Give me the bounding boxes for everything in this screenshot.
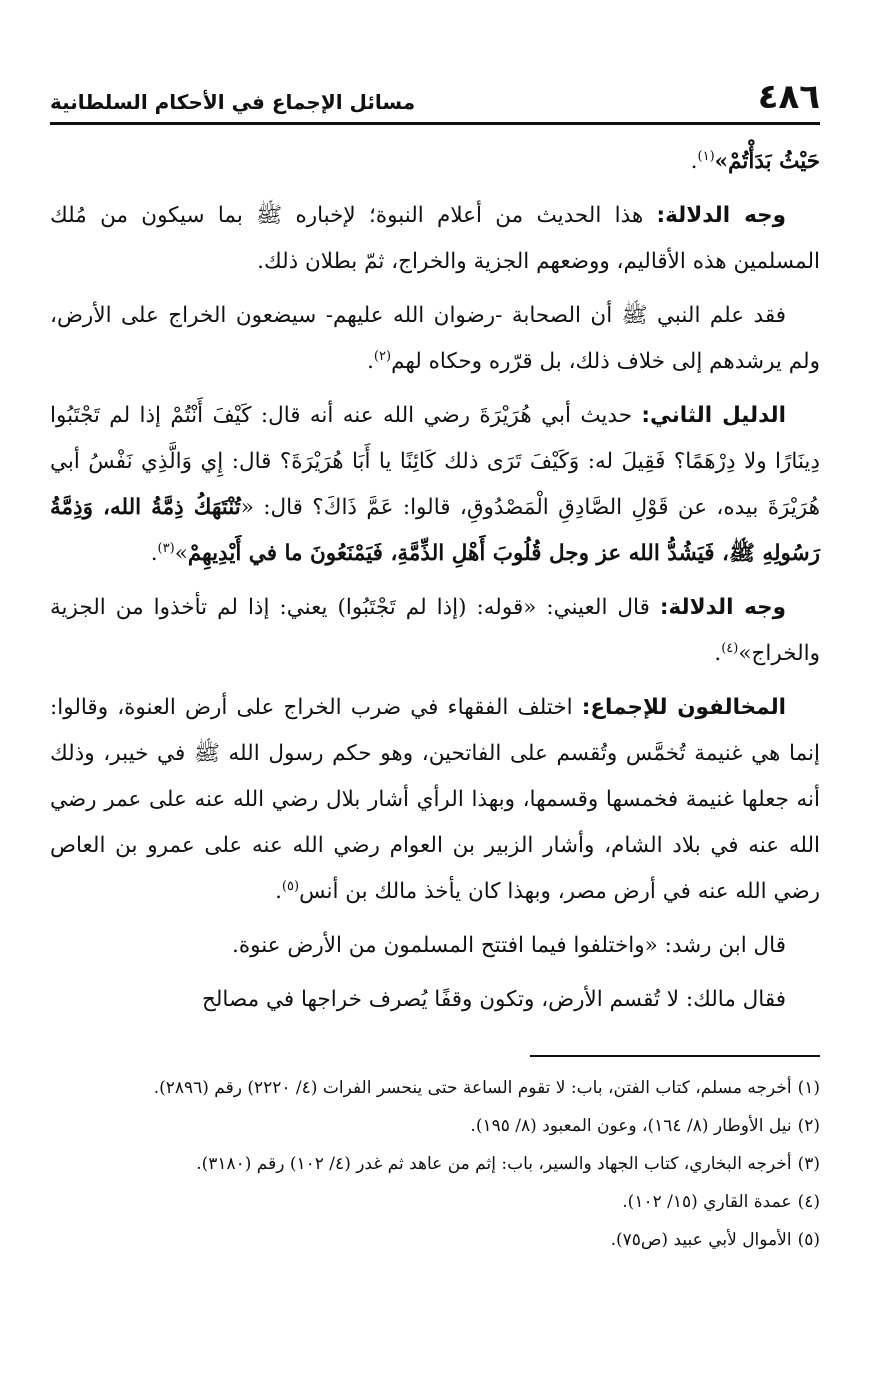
section-label: الدليل الثاني: bbox=[641, 403, 786, 428]
paragraph-text: هذا الحديث من أعلام النبوة؛ لإخباره ﷺ بما سيكون من مُلك المسلمين هذه الأقاليم، ووضعهم الجزية والخراج، ثمّ بطلان ذلك. bbox=[50, 203, 820, 274]
footnote-number: (٥) bbox=[797, 1230, 820, 1250]
footnote-item bbox=[50, 1223, 820, 1257]
hadith-bold-quote: تُنْتَهَكُ ذِمَّةُ الله، وَذِمَّةُ رَسُولِهِ ﷺ، فَيَشُدُّ الله عز وجل قُلُوبَ أَهْلِ الذِّمَّةِ، فَيَمْنَعُونَ ما في أَيْدِيهِمْ bbox=[50, 495, 820, 566]
paragraph-ibn-rushd bbox=[50, 923, 820, 969]
quote-close: » bbox=[174, 541, 188, 566]
footnote-text: نيل الأوطار (٨/ ١٦٤)، وعون المعبود (٨/ ١٩٥). bbox=[470, 1116, 792, 1136]
footnote-ref: (٥) bbox=[281, 878, 300, 894]
paragraph-malik bbox=[50, 977, 820, 1023]
footnote-item bbox=[50, 1185, 820, 1219]
footnote-ref: (١) bbox=[697, 148, 715, 164]
footnote-number: (٤) bbox=[797, 1192, 820, 1212]
main-text bbox=[50, 139, 820, 1023]
footnote-number: (٢) bbox=[797, 1116, 820, 1136]
footnote-item bbox=[50, 1109, 820, 1143]
paragraph-prophet-knowledge bbox=[50, 293, 820, 385]
footnote-ref: (٣) bbox=[157, 540, 175, 556]
paragraph-text: حديث أبي هُرَيْرَةَ رضي الله عنه أنه قال: كَيْفَ أَنْتُمْ إذا لم تَجْتَبُوا دِينَارًا ولا دِرْهَمًا؟ فَقِيلَ له: وَكَيْفَ تَرَى ذلك كَائِنًا يا أَبَا هُرَيْرَةَ؟ قال: إِي وَالَّذِي نَفْسُ أبي هُرَيْرَةَ بيده، عن قَوْلِ الصَّادِقِ الْمَصْدُوقِ، قالوا: عَمَّ ذَاكَ؟ قال: « bbox=[50, 403, 821, 520]
page-number: ٤٨٦ bbox=[757, 77, 820, 117]
hadith-closing-text: حَيْثُ بَدَأْتُمْ» bbox=[714, 149, 820, 174]
footnote-divider bbox=[530, 1055, 820, 1057]
footnotes bbox=[50, 1071, 820, 1257]
paragraph-hadith-end bbox=[50, 139, 820, 185]
footnote-text: أخرجه مسلم، كتاب الفتن، باب: لا تقوم الساعة حتى ينحسر الفرات (٤/ ٢٢٢٠) رقم (٢٨٩٦). bbox=[153, 1078, 792, 1098]
footnote-number: (١) bbox=[797, 1078, 820, 1098]
paragraph-text: فقد علم النبي ﷺ أن الصحابة -رضوان الله عليهم- سيضعون الخراج على الأرض، ولم يرشدهم إلى خلاف ذلك، بل قرّره وحكاه لهم bbox=[50, 303, 820, 374]
footnote-ref: (٤) bbox=[721, 640, 739, 656]
paragraph-tail: . bbox=[714, 641, 722, 666]
paragraph-second-proof bbox=[50, 393, 820, 577]
paragraph-tail: . bbox=[275, 879, 282, 904]
paragraph-text: اختلف الفقهاء في ضرب الخراج على أرض العنوة، وقالوا: إنما هي غنيمة تُخمَّس وتُقسم على الفاتحين، وهو حكم رسول الله ﷺ في خيبر، وذلك أنه جعلها غنيمة فخمسها وقسمها، وبهذا الرأي أشار بلال رضي الله عنه على عمر رضي الله عنه في بلاد الشام، وأشار الزبير بن العوام رضي الله عنه على عمرو بن العاص رضي الله عنه في أرض مصر، وبهذا كان يأخذ مالك بن أنس bbox=[50, 695, 820, 904]
running-title: مسائل الإجماع في الأحكام السلطانية bbox=[50, 90, 416, 114]
book-page bbox=[50, 70, 820, 1261]
paragraph-evidence-1 bbox=[50, 193, 820, 285]
paragraph-tail: . bbox=[367, 349, 374, 374]
footnote-text: الأموال لأبي عبيد (ص٧٥). bbox=[610, 1230, 792, 1250]
paragraph-dissenters bbox=[50, 685, 820, 915]
paragraph-text: قال العيني: «قوله: (إذا لم تَجْتَبُوا) يعني: إذا لم تأخذوا من الجزية والخراج» bbox=[50, 595, 820, 666]
paragraph-tail: . bbox=[690, 149, 698, 174]
paragraph-text: فقال مالك: لا تُقسم الأرض، وتكون وقفًا يُصرف خراجها في مصالح bbox=[201, 987, 786, 1012]
footnote-item bbox=[50, 1071, 820, 1105]
page-header bbox=[50, 70, 820, 125]
section-label: المخالفون للإجماع: bbox=[581, 695, 787, 720]
section-label: وجه الدلالة: bbox=[659, 595, 786, 620]
paragraph-text: قال ابن رشد: «واختلفوا فيما افتتح المسلمون من الأرض عنوة. bbox=[231, 933, 786, 958]
section-label: وجه الدلالة: bbox=[656, 203, 786, 228]
footnote-item bbox=[50, 1147, 820, 1181]
footnote-ref: (٢) bbox=[373, 348, 392, 364]
paragraph-tail: . bbox=[150, 541, 158, 566]
paragraph-evidence-2 bbox=[50, 585, 820, 677]
footnote-text: عمدة القاري (١٥/ ١٠٢). bbox=[622, 1192, 792, 1212]
footnote-text: أخرجه البخاري، كتاب الجهاد والسير، باب: إثم من عاهد ثم غدر (٤/ ١٠٢) رقم (٣١٨٠). bbox=[196, 1154, 792, 1174]
footnote-number: (٣) bbox=[797, 1154, 820, 1174]
